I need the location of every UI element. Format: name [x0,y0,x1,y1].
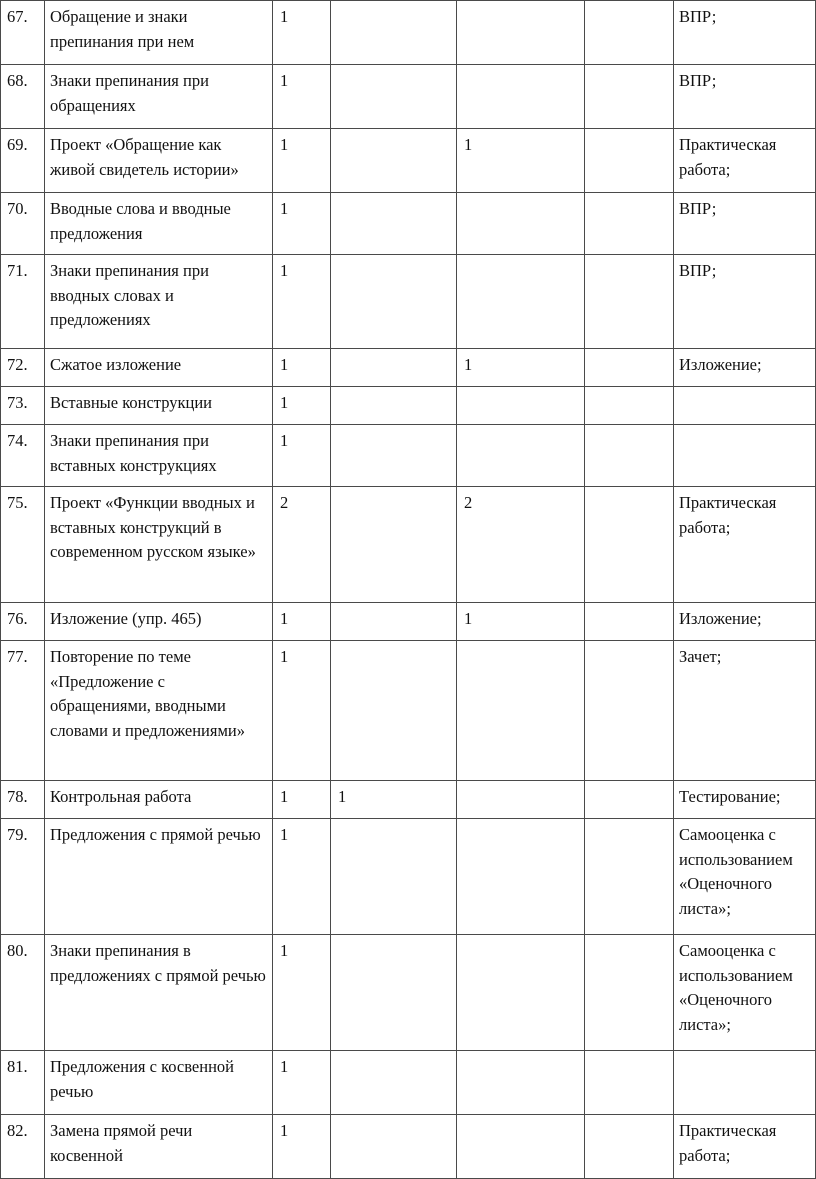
table-row [1,65,816,129]
lesson-number-cell: 70. [1,193,45,255]
hours-cell: 1 [273,1,331,65]
hours-cell: 1 [273,935,331,1051]
practical-work-cell [457,1115,585,1179]
practical-work-cell [457,255,585,349]
table-row [1,193,816,255]
control-work-cell [331,487,457,603]
table-row [1,935,816,1051]
lesson-number-cell: 73. [1,387,45,425]
lesson-number-cell: 78. [1,781,45,819]
table-row [1,1115,816,1179]
control-form-cell: Тестирование; [674,781,816,819]
lesson-number-cell: 81. [1,1051,45,1115]
hours-cell: 1 [273,65,331,129]
lesson-number-cell: 74. [1,425,45,487]
extra-cell [585,487,674,603]
control-form-cell: Зачет; [674,641,816,781]
lesson-number-cell: 68. [1,65,45,129]
practical-work-cell [457,641,585,781]
lesson-number-cell: 76. [1,603,45,641]
control-form-cell [674,1051,816,1115]
hours-cell: 1 [273,193,331,255]
table-row [1,819,816,935]
lesson-topic-cell: Проект «Обращение как живой свидетель истории» [45,129,273,193]
extra-cell [585,935,674,1051]
control-work-cell [331,1115,457,1179]
practical-work-cell [457,1051,585,1115]
lesson-topic-cell: Предложения с косвенной речью [45,1051,273,1115]
control-work-cell [331,193,457,255]
hours-cell: 1 [273,129,331,193]
control-work-cell [331,819,457,935]
control-work-cell [331,255,457,349]
lesson-topic-cell: Предложения с прямой речью [45,819,273,935]
extra-cell [585,255,674,349]
practical-work-cell [457,425,585,487]
hours-cell: 1 [273,387,331,425]
table-row [1,255,816,349]
control-work-cell: 1 [331,781,457,819]
control-work-cell [331,1051,457,1115]
lesson-topic-cell: Вставные конструкции [45,387,273,425]
lesson-number-cell: 71. [1,255,45,349]
lesson-topic-cell: Проект «Функции вводных и вставных конструкций в современном русском языке» [45,487,273,603]
control-form-cell: Изложение; [674,603,816,641]
hours-cell: 2 [273,487,331,603]
control-form-cell: Практическая работа; [674,487,816,603]
lesson-number-cell: 79. [1,819,45,935]
table-row [1,603,816,641]
control-form-cell: Самооценка с использованием «Оценочного листа»; [674,819,816,935]
lesson-number-cell: 75. [1,487,45,603]
table-row [1,1,816,65]
practical-work-cell [457,1,585,65]
hours-cell: 1 [273,349,331,387]
lesson-topic-cell: Повторение по теме «Предложение с обращениями, вводными словами и предложениями» [45,641,273,781]
control-work-cell [331,641,457,781]
lesson-topic-cell: Изложение (упр. 465) [45,603,273,641]
extra-cell [585,387,674,425]
practical-work-cell: 1 [457,349,585,387]
hours-cell: 1 [273,1051,331,1115]
lesson-topic-cell: Сжатое изложение [45,349,273,387]
lesson-number-cell: 69. [1,129,45,193]
extra-cell [585,1115,674,1179]
hours-cell: 1 [273,781,331,819]
lesson-topic-cell: Знаки препинания при обращениях [45,65,273,129]
table-row [1,1051,816,1115]
practical-work-cell [457,193,585,255]
table-row [1,387,816,425]
table-row [1,641,816,781]
practical-work-cell: 1 [457,603,585,641]
control-form-cell: Изложение; [674,349,816,387]
control-form-cell: Практическая работа; [674,129,816,193]
hours-cell: 1 [273,819,331,935]
lesson-number-cell: 72. [1,349,45,387]
extra-cell [585,349,674,387]
lesson-topic-cell: Вводные слова и вводные предложения [45,193,273,255]
extra-cell [585,819,674,935]
practical-work-cell [457,65,585,129]
control-work-cell [331,129,457,193]
lesson-number-cell: 77. [1,641,45,781]
practical-work-cell [457,819,585,935]
control-work-cell [331,425,457,487]
control-work-cell [331,1,457,65]
control-work-cell [331,349,457,387]
lesson-topic-cell: Знаки препинания при вставных конструкциях [45,425,273,487]
practical-work-cell [457,781,585,819]
extra-cell [585,193,674,255]
control-form-cell: ВПР; [674,255,816,349]
hours-cell: 1 [273,641,331,781]
control-form-cell [674,425,816,487]
control-form-cell: ВПР; [674,1,816,65]
control-work-cell [331,603,457,641]
control-form-cell: Самооценка с использованием «Оценочного листа»; [674,935,816,1051]
lesson-number-cell: 67. [1,1,45,65]
extra-cell [585,65,674,129]
table-row [1,349,816,387]
control-work-cell [331,65,457,129]
lesson-topic-cell: Обращение и знаки препинания при нем [45,1,273,65]
table-body [1,1,816,1179]
extra-cell [585,781,674,819]
practical-work-cell [457,935,585,1051]
practical-work-cell: 2 [457,487,585,603]
practical-work-cell [457,387,585,425]
control-form-cell: Практическая работа; [674,1115,816,1179]
table-row [1,129,816,193]
hours-cell: 1 [273,425,331,487]
lesson-topic-cell: Знаки препинания в предложениях с прямой речью [45,935,273,1051]
table-row [1,425,816,487]
table-row [1,487,816,603]
control-work-cell [331,387,457,425]
practical-work-cell: 1 [457,129,585,193]
lesson-number-cell: 80. [1,935,45,1051]
extra-cell [585,1,674,65]
extra-cell [585,603,674,641]
extra-cell [585,641,674,781]
lesson-topic-cell: Контрольная работа [45,781,273,819]
lesson-topic-cell: Знаки препинания при вводных словах и предложениях [45,255,273,349]
lesson-topic-cell: Замена прямой речи косвенной [45,1115,273,1179]
extra-cell [585,1051,674,1115]
lesson-number-cell: 82. [1,1115,45,1179]
extra-cell [585,129,674,193]
extra-cell [585,425,674,487]
hours-cell: 1 [273,603,331,641]
control-work-cell [331,935,457,1051]
control-form-cell: ВПР; [674,65,816,129]
hours-cell: 1 [273,255,331,349]
control-form-cell: ВПР; [674,193,816,255]
control-form-cell [674,387,816,425]
hours-cell: 1 [273,1115,331,1179]
table-row [1,781,816,819]
